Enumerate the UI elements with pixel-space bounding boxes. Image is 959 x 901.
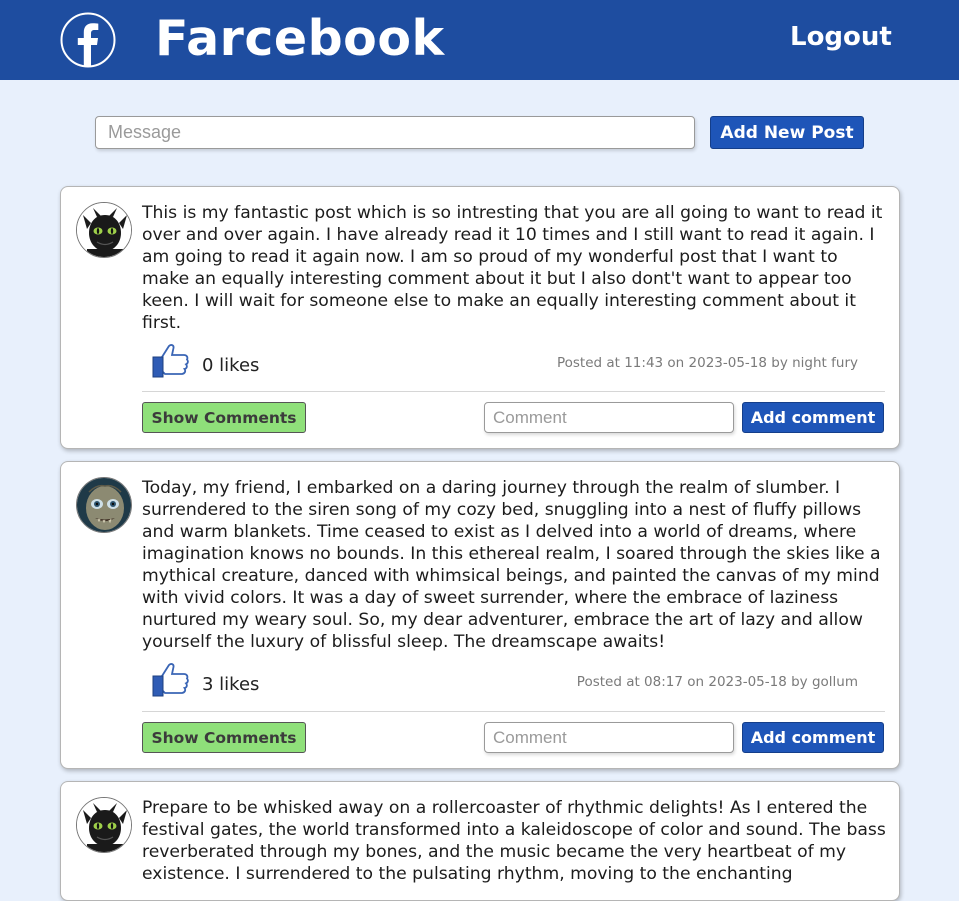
toothless-dragon-icon (77, 798, 132, 853)
post-text: Prepare to be whisked away on a rollercoaster of rhythmic delights! As I entered the festival gates, the world transformed into a kaleidoscope of color and sound. The bass reverberated through my bones, and the music became the very heartbeat of my existence. I surrendered to the pulsating rhythm, moving to the enchanting (142, 798, 886, 884)
comment-input[interactable] (484, 722, 734, 753)
avatar (76, 477, 132, 533)
post-meta: Posted at 08:17 on 2023-05-18 by gollum (576, 674, 858, 690)
avatar (76, 202, 132, 258)
show-comments-button[interactable]: Show Comments (142, 402, 306, 433)
gollum-icon (77, 478, 132, 533)
add-comment-button[interactable]: Add comment (742, 402, 884, 433)
divider (142, 391, 885, 392)
facebook-logo-icon (60, 12, 116, 68)
app-title: Farcebook (155, 10, 445, 67)
post-card (60, 461, 900, 769)
add-comment-button[interactable]: Add comment (742, 722, 884, 753)
likes-count: 0 likes (202, 355, 260, 376)
divider (142, 711, 885, 712)
add-new-post-button[interactable]: Add New Post (710, 116, 864, 149)
thumbs-up-icon[interactable] (151, 343, 189, 379)
post-meta: Posted at 11:43 on 2023-05-18 by night fury (556, 355, 858, 371)
show-comments-button[interactable]: Show Comments (142, 722, 306, 753)
post-text: This is my fantastic post which is so intresting that you are all going to want to read it over and over again. I have already read it 10 times and I still want to read it again. I am going to read it again now. I am so proud of my wonderful post that I want to make an equally interesting comment about it but I also dont't want to appear too keen. I will wait for someone else to make an equally interesting comment about it first. (142, 203, 883, 333)
toothless-dragon-icon (77, 203, 132, 258)
avatar (76, 797, 132, 853)
comment-input[interactable] (484, 402, 734, 433)
post-text: Today, my friend, I embarked on a daring journey through the realm of slumber. I surrendered to the siren song of my cozy bed, snuggling into a nest of fluffy pillows and warm blankets. Time ceased to exist as I delved into a world of dreams, where imagination knows no bounds. In this ethereal realm, I soared through the skies like a mythical creature, danced with whimsical beings, and painted the canvas of my mind with vivid colors. It was a day of sweet surrender, where the embrace of laziness nurtured my weary soul. So, my dear adventurer, embrace the art of lazy and allow yourself the luxury of blissful sleep. The dreamscape awaits! (142, 478, 881, 652)
top-navbar (0, 0, 959, 80)
logout-button[interactable]: Logout (790, 22, 892, 52)
post-card (60, 781, 900, 901)
post-card (60, 186, 900, 449)
message-input[interactable] (95, 116, 695, 149)
thumbs-up-icon[interactable] (151, 662, 189, 698)
likes-count: 3 likes (202, 674, 260, 695)
